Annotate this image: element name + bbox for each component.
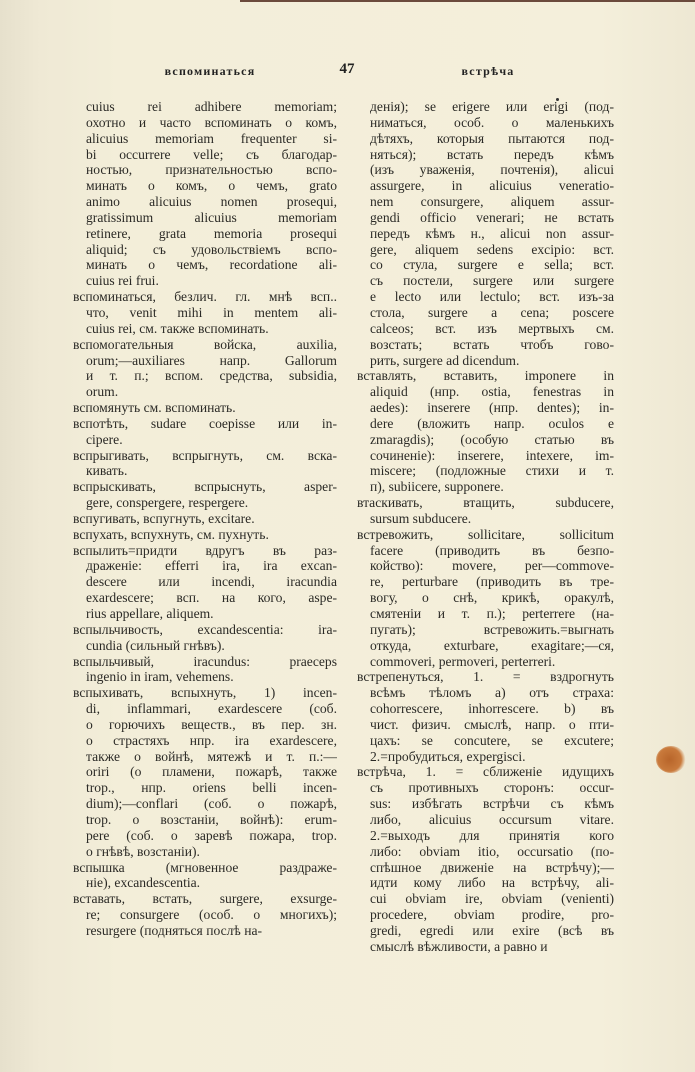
entry-text-line: animo alicuius nomen prosequi, — [86, 194, 337, 210]
dictionary-entry — [73, 511, 337, 527]
entry-text-line: п), subiicere, supponere. — [370, 479, 504, 495]
entry-headword-line: вспухать, вспухнуть, см. пухнуть. — [73, 526, 269, 542]
page-number: 47 — [339, 61, 355, 77]
entry-text-line: cohorrescere, inhorrescere. b) въ — [370, 701, 614, 717]
left-guide-word: вспоминаться — [164, 64, 256, 78]
entry-text-line: aliquid; съ удовольствіемъ вспо- — [86, 241, 337, 257]
entry-text-line: dium);—conflari (соб. о пожарѣ, — [86, 796, 337, 812]
entry-headword-line: вспыльчивость, excandescentia: ira- — [73, 621, 337, 637]
entry-text-line: exardescere; всп. на кого, aspe- — [86, 590, 337, 606]
entry-text-line: 2.=выходъ для принятія кого — [370, 827, 614, 843]
entry-text-line: nem consurgere, aliquem assur- — [370, 194, 614, 210]
entry-text-line: смыслѣ вѣжливости, а равно и — [370, 938, 548, 954]
entry-headword-line: вспугивать, вспугнуть, excitare. — [73, 510, 255, 526]
entry-text-line: cuius rei frui. — [86, 273, 159, 289]
dictionary-entry — [357, 764, 614, 954]
entry-text-line: aedes): inserere (нпр. dentes); in- — [370, 400, 614, 416]
dictionary-entry — [73, 860, 337, 892]
entry-text-line: sus: избѣгать встрѣчи съ кѣмъ — [370, 796, 614, 812]
dictionary-entry — [73, 527, 337, 543]
entry-headword-line: встрѣча, 1. = сближеніе идущихъ — [357, 764, 614, 780]
entry-headword-line: встревожить, sollicitare, sollicitum — [357, 526, 614, 542]
entry-text-line: и т. п.; вспом. средства, subsidia, — [86, 368, 337, 384]
entry-headword-line: вспоминаться, безлич. гл. мнѣ всп.. — [73, 289, 337, 305]
entry-text-line: спѣшное движеніе на встрѣчу);— — [370, 859, 614, 875]
entry-headword-line: втаскивать, втащить, subducere, — [357, 495, 614, 511]
entry-text-line: commoveri, permoveri, perterreri. — [370, 653, 556, 669]
entry-text-line: dere (вложить напр. oculos e — [370, 415, 614, 431]
entry-headword-line: вспыхивать, вспыхнуть, 1) incen- — [73, 685, 337, 701]
entry-text-line: sursum subducere. — [370, 510, 472, 526]
entry-text-line: cipere. — [86, 431, 123, 447]
left-column — [73, 99, 337, 939]
entry-text-line: di, inflammari, exardescere (соб. — [86, 701, 337, 717]
entry-headword-line: вспотѣть, sudare coepisse или in- — [73, 415, 337, 431]
dictionary-entry — [357, 669, 614, 764]
entry-text-line: trop., нпр. oriens belli incen- — [86, 780, 337, 796]
entry-text-line: о горючихъ веществ., въ пер. зн. — [86, 716, 337, 732]
entry-text-line: о гнѣвѣ, возстаніи). — [86, 843, 200, 859]
entry-text-line: драженіе: efferri ira, ira excan- — [86, 558, 337, 574]
dictionary-entry — [73, 289, 337, 337]
entry-text-line: цахъ: se concutere, se excutere; — [370, 732, 614, 748]
entry-text-line: возстать; встать чтобъ гово- — [370, 336, 614, 352]
entry-text-line: trop. о возстаніи, войнѣ): erum- — [86, 811, 337, 827]
dictionary-entry — [73, 400, 337, 416]
entry-text-line: cuius rei, см. также вспоминать. — [86, 320, 269, 336]
entry-headword-line: вставать, встать, surgere, exsurge- — [73, 891, 337, 907]
entry-text-line: охотно и часто вспоминать о комъ, — [86, 114, 337, 130]
entry-text-line: gere, conspergere, respergere. — [86, 495, 249, 511]
entry-text-line: oriri (о пламени, пожарѣ, также — [86, 764, 337, 780]
dictionary-entry — [73, 416, 337, 448]
entry-text-line: либо, alicuius occursum vitare. — [370, 811, 614, 827]
entry-text-line: calceos; вст. изъ мертвыхъ см. — [370, 320, 614, 336]
entry-text-line: 2.=пробудиться, expergisci. — [370, 748, 526, 764]
entry-text-line: facere (приводить въ безпо- — [370, 542, 614, 558]
entry-text-line: вогу, о снѣ, крикѣ, оракулѣ, — [370, 590, 614, 606]
entry-text-line: койство): movere, per—commove- — [370, 558, 614, 574]
entry-text-line: ніе), excandescentia. — [86, 875, 201, 891]
entry-text-line: gere, aliquem sedens excipio: вст. — [370, 241, 614, 257]
entry-text-line: что, venit mihi in mentem ali- — [86, 304, 337, 320]
entry-text-line: bi occurrere velle; съ благодар- — [86, 146, 337, 162]
entry-text-line: минать о комъ, о чемъ, grato — [86, 178, 337, 194]
entry-text-line: descere или incendi, iracundia — [86, 574, 337, 590]
entry-text-line: съ противныхъ сторонъ: occur- — [370, 780, 614, 796]
dictionary-entry — [73, 337, 337, 400]
entry-text-line: стола, surgere a cena; poscere — [370, 304, 614, 320]
entry-text-line: gendi officio venerari; не встать — [370, 209, 614, 225]
entry-text-line: всѣмъ тѣломъ а) отъ страха: — [370, 685, 614, 701]
entry-text-line: re; consurgere (особ. о многихъ); — [86, 907, 337, 923]
entry-headword-line: вставлять, вставить, imponere in — [357, 368, 614, 384]
dictionary-entry — [357, 495, 614, 527]
entry-headword-line: вспрыскивать, вспрыснуть, asper- — [73, 479, 337, 495]
entry-text-line: съ постели, surgere или surgere — [370, 273, 614, 289]
stain-mark — [656, 746, 686, 773]
dictionary-entry — [73, 543, 337, 622]
entry-text-line: resurgere (подняться послѣ на- — [86, 922, 263, 938]
dictionary-entry — [73, 622, 337, 654]
entry-text-line: со стула, surgere e sella; вст. — [370, 257, 614, 273]
entry-text-line: няться); встать передъ кѣмъ — [370, 146, 614, 162]
entry-headword-line: вспрыгивать, вспрыгнуть, см. вска- — [73, 447, 337, 463]
page-top-edge — [240, 0, 695, 2]
entry-text-line: miscere; (подложные стихи и т. — [370, 463, 614, 479]
entry-text-line: ниматься, особ. о маленькихъ — [370, 114, 614, 130]
entry-headword-line: вспомянуть см. вспоминать. — [73, 400, 236, 416]
entry-headword-line: вспышка (мгновенное раздраже- — [73, 859, 337, 875]
entry-text-line: zmaragdis); (особую статью въ — [370, 431, 614, 447]
entry-text-line: откуда, exturbare, exagitare;—ся, — [370, 637, 614, 653]
entry-text-line: gredi, egredi или exire (всѣ въ — [370, 922, 614, 938]
entry-text-line: пугать); встревожить.=выгнать — [370, 621, 614, 637]
dictionary-entry — [73, 99, 337, 289]
entry-text-line: чист. физич. смыслѣ, напр. о пти- — [370, 716, 614, 732]
entry-text-line: cui obviam ire, obviam (venienti) — [370, 891, 614, 907]
entry-text-line: orum. — [86, 384, 119, 400]
entry-text-line: ingenio in iram, vehemens. — [86, 669, 234, 685]
entry-text-line: рить, surgere ad dicendum. — [370, 352, 520, 368]
entry-text-line: gratissimum alicuius memoriam — [86, 209, 337, 225]
dictionary-entry — [357, 99, 614, 368]
dictionary-entry — [73, 891, 337, 939]
entry-text-line: orum;—auxiliares напр. Gallorum — [86, 352, 337, 368]
entry-text-line: aliquid (нпр. ostia, fenestras in — [370, 384, 614, 400]
entry-text-line: retinere, grata memoria prosequi — [86, 225, 337, 241]
entry-text-line: о страстяхъ нпр. ira exardescere, — [86, 732, 337, 748]
entry-text-line: cundia (сильный гнѣвъ). — [86, 637, 225, 653]
entry-text-line: сочиненіе): inserere, intexere, im- — [370, 447, 614, 463]
entry-text-line: alicuius memoriam frequenter si- — [86, 130, 337, 146]
entry-text-line: передъ кѣмъ н., alicui non assur- — [370, 225, 614, 241]
dictionary-entry — [73, 685, 337, 859]
entry-text-line: либо: obviam itio, occursatio (по- — [370, 843, 614, 859]
entry-text-line: минать о чемъ, recordatione ali- — [86, 257, 337, 273]
dictionary-entry — [357, 527, 614, 670]
dictionary-entry — [73, 479, 337, 511]
entry-text-line: (изъ уваженія, почтенія), alicui — [370, 162, 614, 178]
entry-text-line: идти кому либо на встрѣчу, ali- — [370, 875, 614, 891]
dictionary-entry — [73, 448, 337, 480]
entry-text-line: кивать. — [86, 463, 128, 479]
dictionary-entry — [73, 654, 337, 686]
entry-text-line: cuius rei adhibere memoriam; — [86, 99, 337, 114]
entry-text-line: дѣтяхъ, которыя пытаются под- — [370, 130, 614, 146]
entry-text-line: rius appellare, aliquem. — [86, 606, 214, 621]
entry-text-line: pere (соб. о заревѣ пожара, trop. — [86, 827, 337, 843]
entry-text-line: также о войнѣ, мятежѣ и т. п.:— — [86, 748, 337, 764]
entry-text-line: re, perturbare (приводить въ тре- — [370, 574, 614, 590]
entry-headword-line: вспыльчивый, iracundus: praeceps — [73, 653, 337, 669]
right-guide-word: встрѣча — [461, 64, 515, 78]
entry-headword-line: встрепенуться, 1. = вздрогнуть — [357, 669, 614, 685]
right-column — [357, 99, 614, 955]
entry-text-line: ностью, признательностью вспо- — [86, 162, 337, 178]
entry-text-line: смятеніи и т. п.); perterrere (на- — [370, 606, 614, 621]
entry-headword-line: вспылить=придти вдругъ въ раз- — [73, 542, 337, 558]
entry-text-line: procedere, obviam prodire, pro- — [370, 907, 614, 923]
dictionary-entry — [357, 368, 614, 495]
entry-text-line: денія); se erigere или erigi (под- — [370, 99, 614, 114]
entry-headword-line: вспомогательныя войска, auxilia, — [73, 336, 337, 352]
entry-text-line: e lecto или lectulo; вст. изъ-за — [370, 289, 614, 305]
entry-text-line: assurgere, in alicuius veneratio- — [370, 178, 614, 194]
